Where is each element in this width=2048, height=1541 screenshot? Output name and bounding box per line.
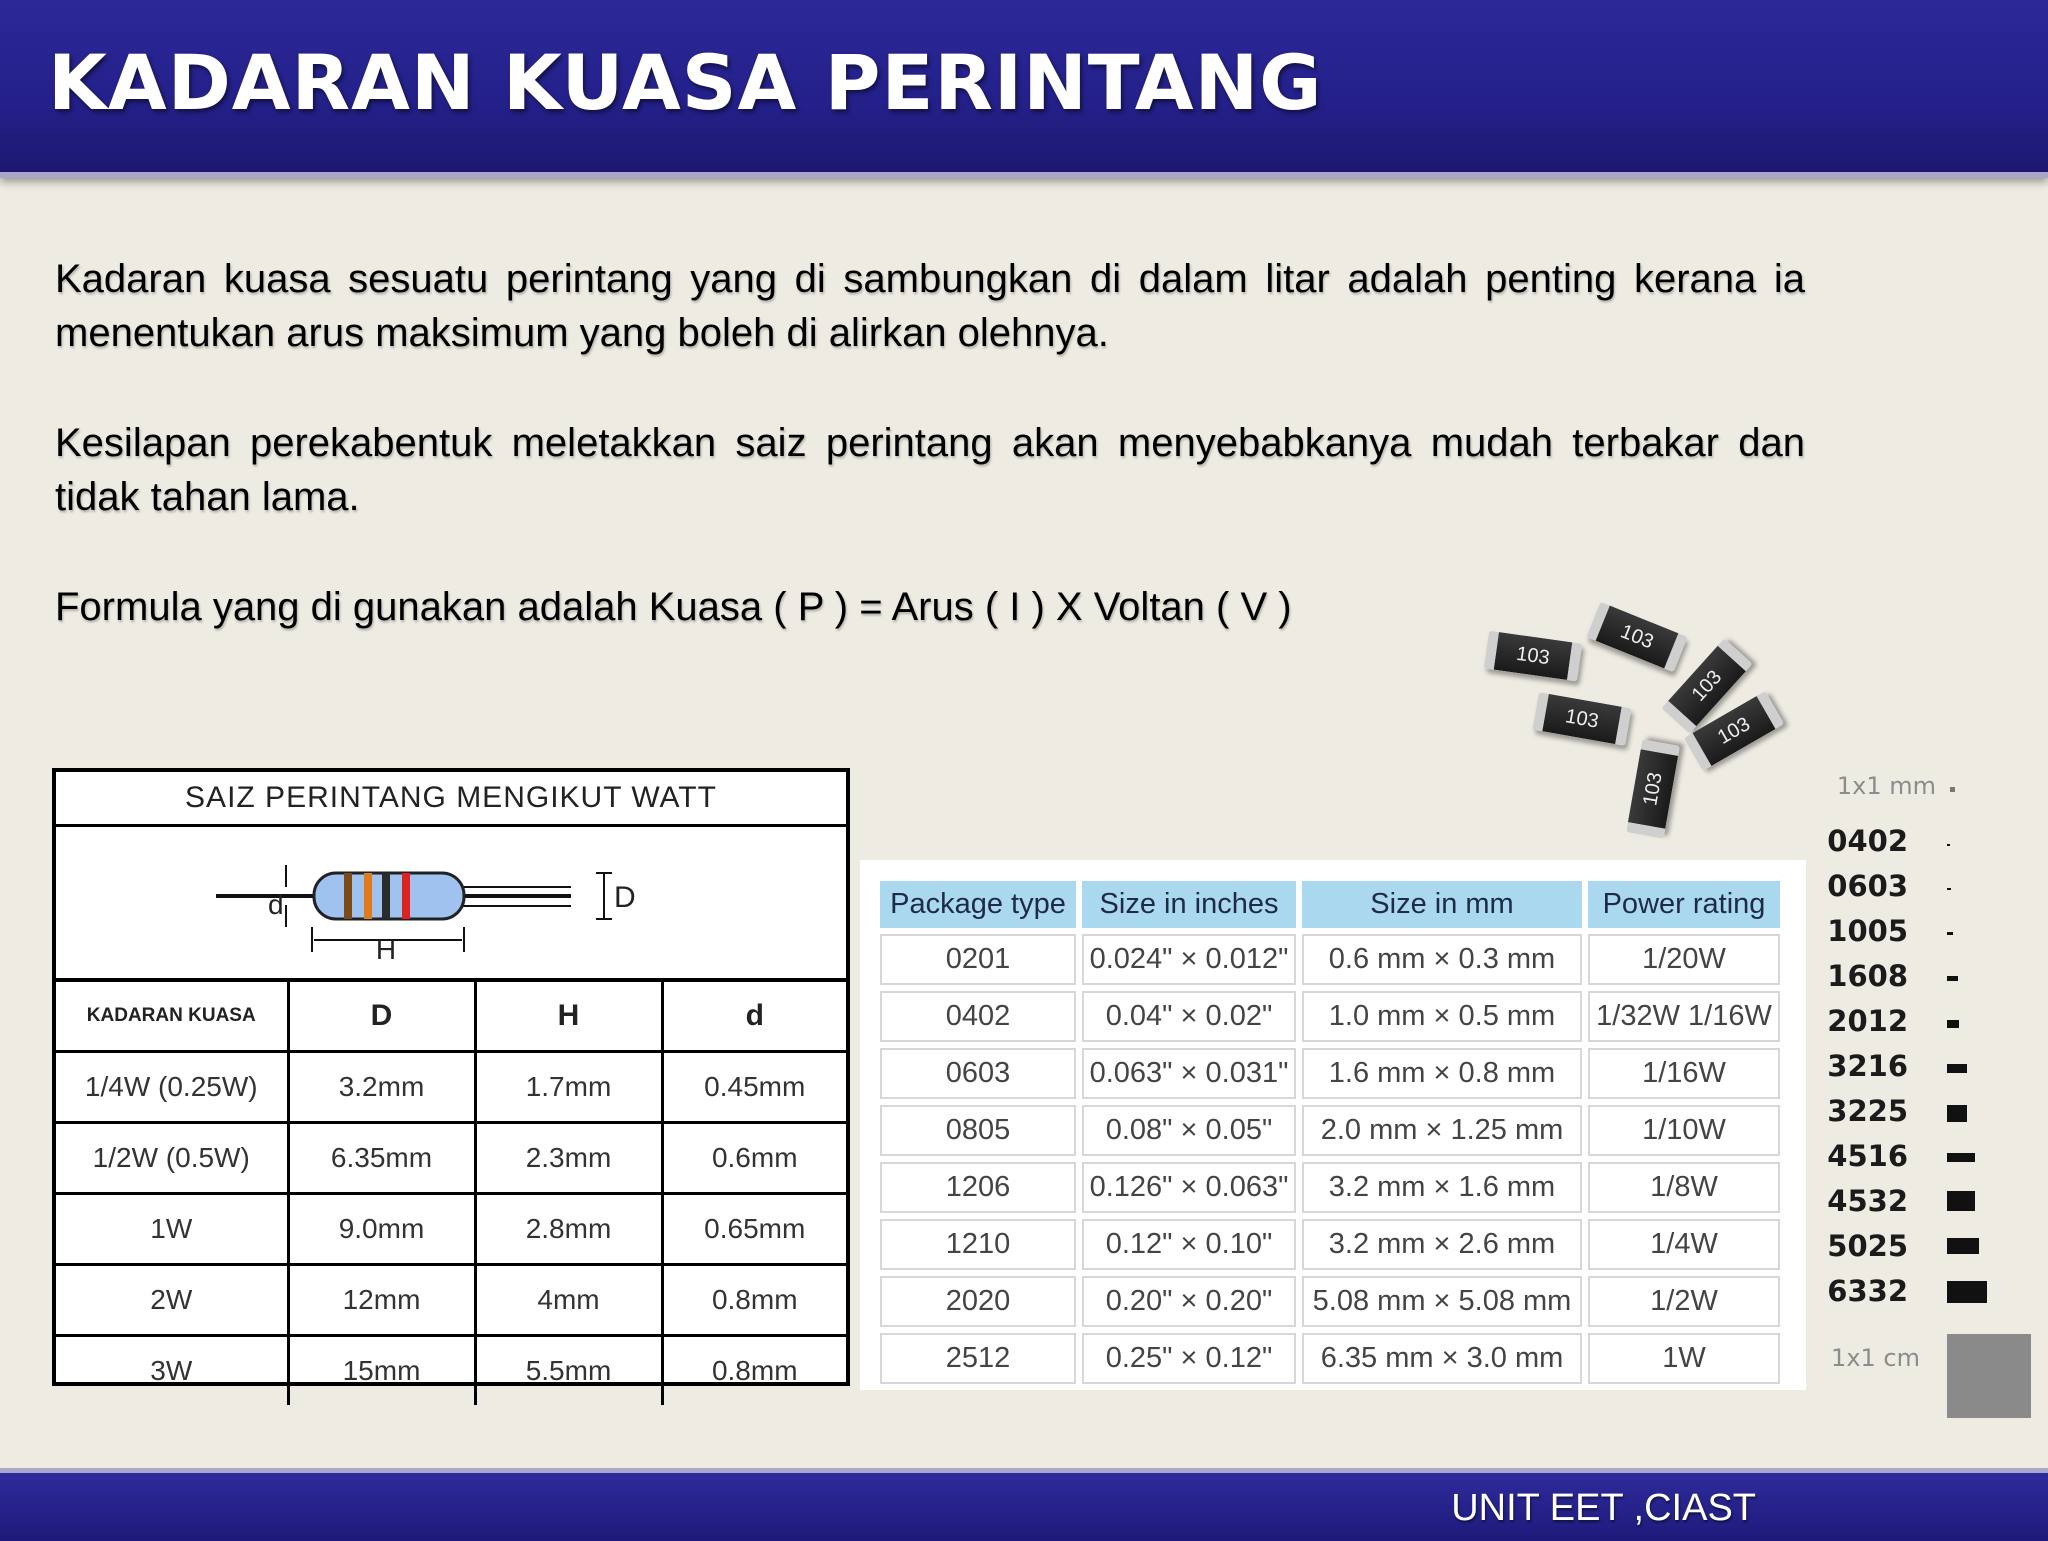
scale-code: 4516 bbox=[1827, 1139, 1908, 1173]
table-cell: 0.8mm bbox=[662, 1265, 846, 1336]
table-cell: 3.2mm bbox=[288, 1052, 475, 1123]
scale-code: 3216 bbox=[1827, 1049, 1908, 1083]
scale-row bbox=[1820, 1184, 2020, 1224]
scale-label-mm: 1x1 mm bbox=[1836, 772, 1936, 800]
resistor-illustration bbox=[56, 827, 846, 978]
scale-row bbox=[1820, 824, 2020, 864]
slide-title: KADARAN KUASA PERINTANG bbox=[48, 38, 1323, 127]
scale-row bbox=[1820, 1094, 2020, 1134]
table-cell: 0.08" × 0.05" bbox=[1082, 1105, 1296, 1156]
table-cell: 2W bbox=[56, 1265, 288, 1336]
table-cell: 1.0 mm × 0.5 mm bbox=[1302, 991, 1582, 1042]
table-cell: 12mm bbox=[288, 1265, 475, 1336]
table-cell: 0.126" × 0.063" bbox=[1082, 1162, 1296, 1213]
paragraph-warning: Kesilapan perekabentuk meletakkan saiz perintang akan menyebabkanya mudah terbakar dan tidak tahan lama. bbox=[55, 421, 1805, 519]
table-cell: 1210 bbox=[880, 1219, 1076, 1270]
table-cell: 2.0 mm × 1.25 mm bbox=[1302, 1105, 1582, 1156]
scale-row bbox=[1820, 1004, 2020, 1044]
package-table-panel bbox=[860, 860, 1806, 1390]
table-cell: 1/4W (0.25W) bbox=[56, 1052, 288, 1123]
scale-row bbox=[1820, 1139, 2020, 1179]
smd-chip-image: 103 bbox=[1626, 739, 1680, 838]
table-cell: 1/32W 1/16W bbox=[1588, 991, 1780, 1042]
scale-square bbox=[1947, 976, 1958, 981]
scale-row bbox=[1820, 1049, 2020, 1089]
diagram-label-d: d bbox=[268, 889, 284, 920]
table-cell: 9.0mm bbox=[288, 1194, 475, 1265]
scale-code: 1608 bbox=[1827, 959, 1908, 993]
watt-size-table bbox=[52, 768, 850, 1386]
scale-row bbox=[1820, 914, 2020, 954]
table-cell: 5.08 mm × 5.08 mm bbox=[1302, 1276, 1582, 1327]
table-cell: 0.25" × 0.12" bbox=[1082, 1333, 1296, 1384]
diagram-label-D: D bbox=[614, 881, 636, 914]
watt-header-cell: D bbox=[288, 982, 475, 1052]
smd-chip-image: 103 bbox=[1661, 638, 1752, 733]
table-cell: 0.45mm bbox=[662, 1052, 846, 1123]
table-cell: 1/20W bbox=[1588, 934, 1780, 985]
scale-square bbox=[1947, 1238, 1979, 1254]
paragraph-intro: Kadaran kuasa sesuatu perintang yang di sambungkan di dalam litar adalah penting kerana ia menentukan arus maksimum yang boleh di alirkan olehnya. bbox=[55, 257, 1805, 355]
table-cell: 0.04" × 0.02" bbox=[1082, 991, 1296, 1042]
smd-chip-image: 103 bbox=[1484, 631, 1582, 682]
table-cell: 0.6mm bbox=[662, 1123, 846, 1194]
scale-square bbox=[1947, 1153, 1975, 1162]
scale-square bbox=[1947, 844, 1950, 846]
smd-size-scale bbox=[1820, 764, 2048, 1404]
table-cell: 1206 bbox=[880, 1162, 1076, 1213]
table-cell: 1/4W bbox=[1588, 1219, 1780, 1270]
scale-square bbox=[1947, 1020, 1959, 1028]
table-row bbox=[56, 1265, 846, 1336]
table-cell: 1.7mm bbox=[475, 1052, 662, 1123]
smd-chip-image: 103 bbox=[1586, 602, 1687, 672]
table-cell: 15mm bbox=[288, 1336, 475, 1406]
scale-row bbox=[1820, 1229, 2020, 1269]
scale-square bbox=[1947, 888, 1951, 890]
table-cell: 2020 bbox=[880, 1276, 1076, 1327]
table-cell: 0805 bbox=[880, 1105, 1076, 1156]
table-cell: 3W bbox=[56, 1336, 288, 1406]
table-row bbox=[880, 991, 1780, 1042]
table-cell: 2512 bbox=[880, 1333, 1076, 1384]
scale-square bbox=[1947, 1105, 1967, 1122]
table-cell: 0.65mm bbox=[662, 1194, 846, 1265]
scale-label-cm: 1x1 cm bbox=[1831, 1344, 1920, 1372]
table-cell: 0402 bbox=[880, 991, 1076, 1042]
package-header-cell: Power rating bbox=[1588, 881, 1780, 928]
table-cell: 0201 bbox=[880, 934, 1076, 985]
smd-chip-image: 103 bbox=[1532, 692, 1631, 746]
diagram-label-H: H bbox=[375, 934, 397, 965]
scale-code: 3225 bbox=[1827, 1094, 1908, 1128]
table-cell: 0.6 mm × 0.3 mm bbox=[1302, 934, 1582, 985]
package-header-row bbox=[880, 881, 1780, 928]
scale-code: 5025 bbox=[1827, 1229, 1908, 1263]
watt-header-cell: H bbox=[475, 982, 662, 1052]
package-header-cell: Size in mm bbox=[1302, 881, 1582, 928]
scale-row bbox=[1820, 1344, 2020, 1384]
table-cell: 1/2W bbox=[1588, 1276, 1780, 1327]
scale-code: 0402 bbox=[1827, 824, 1908, 858]
table-row bbox=[880, 1105, 1780, 1156]
table-cell: 2.3mm bbox=[475, 1123, 662, 1194]
scale-square bbox=[1950, 787, 1955, 792]
scale-square bbox=[1947, 1281, 1987, 1303]
package-table bbox=[874, 875, 1786, 1390]
watt-header-row bbox=[56, 982, 846, 1052]
table-row bbox=[880, 934, 1780, 985]
table-cell: 1W bbox=[1588, 1333, 1780, 1384]
smd-chip-image: 103 bbox=[1684, 691, 1784, 771]
footer-text: UNIT EET ,CIAST bbox=[1451, 1487, 1756, 1529]
table-row bbox=[56, 1336, 846, 1406]
title-bar bbox=[0, 0, 2048, 178]
table-row bbox=[880, 1333, 1780, 1384]
table-cell: 0.20" × 0.20" bbox=[1082, 1276, 1296, 1327]
watt-header-cell: d bbox=[662, 982, 846, 1052]
table-cell: 6.35mm bbox=[288, 1123, 475, 1194]
table-cell: 6.35 mm × 3.0 mm bbox=[1302, 1333, 1582, 1384]
table-cell: 1/2W (0.5W) bbox=[56, 1123, 288, 1194]
table-row bbox=[56, 1052, 846, 1123]
scale-code: 2012 bbox=[1827, 1004, 1908, 1038]
table-cell: 0.024" × 0.012" bbox=[1082, 934, 1296, 985]
scale-row bbox=[1820, 959, 2020, 999]
table-row bbox=[880, 1276, 1780, 1327]
scale-row bbox=[1820, 869, 2020, 909]
table-cell: 1/16W bbox=[1588, 1048, 1780, 1099]
table-cell: 5.5mm bbox=[475, 1336, 662, 1406]
table-cell: 0603 bbox=[880, 1048, 1076, 1099]
scale-code: 1005 bbox=[1827, 914, 1908, 948]
scale-square-1cm bbox=[1947, 1334, 2031, 1418]
scale-row bbox=[1820, 772, 2020, 812]
scale-code: 4532 bbox=[1827, 1184, 1908, 1218]
scale-square bbox=[1947, 1191, 1975, 1211]
watt-header-cell: KADARAN KUASA bbox=[56, 982, 288, 1052]
table-row bbox=[56, 1123, 846, 1194]
table-row bbox=[56, 1194, 846, 1265]
table-cell: 0.12" × 0.10" bbox=[1082, 1219, 1296, 1270]
table-cell: 1/8W bbox=[1588, 1162, 1780, 1213]
footer-bar bbox=[0, 1468, 2048, 1541]
scale-square bbox=[1947, 932, 1953, 935]
scale-code: 0603 bbox=[1827, 869, 1908, 903]
table-cell: 1/10W bbox=[1588, 1105, 1780, 1156]
package-header-cell: Size in inches bbox=[1082, 881, 1296, 928]
watt-grid bbox=[56, 982, 846, 1405]
package-header-cell: Package type bbox=[880, 881, 1076, 928]
watt-table-title: SAIZ PERINTANG MENGIKUT WATT bbox=[56, 772, 846, 827]
scale-square bbox=[1947, 1064, 1967, 1073]
scale-code: 6332 bbox=[1827, 1274, 1908, 1308]
table-cell: 1W bbox=[56, 1194, 288, 1265]
paragraph-formula: Formula yang di gunakan adalah Kuasa ( P ) = Arus ( I ) X Voltan ( V ) bbox=[55, 585, 1292, 629]
scale-row bbox=[1820, 1274, 2020, 1314]
table-cell: 4mm bbox=[475, 1265, 662, 1336]
table-cell: 0.063" × 0.031" bbox=[1082, 1048, 1296, 1099]
table-cell: 0.8mm bbox=[711, 1355, 798, 1386]
table-cell: 3.2 mm × 1.6 mm bbox=[1302, 1162, 1582, 1213]
table-row bbox=[880, 1219, 1780, 1270]
table-cell: 1.6 mm × 0.8 mm bbox=[1302, 1048, 1582, 1099]
table-cell: 2.8mm bbox=[475, 1194, 662, 1265]
resistor-diagram bbox=[56, 827, 846, 982]
table-row bbox=[880, 1048, 1780, 1099]
table-cell: 3.2 mm × 2.6 mm bbox=[1302, 1219, 1582, 1270]
table-row bbox=[880, 1162, 1780, 1213]
